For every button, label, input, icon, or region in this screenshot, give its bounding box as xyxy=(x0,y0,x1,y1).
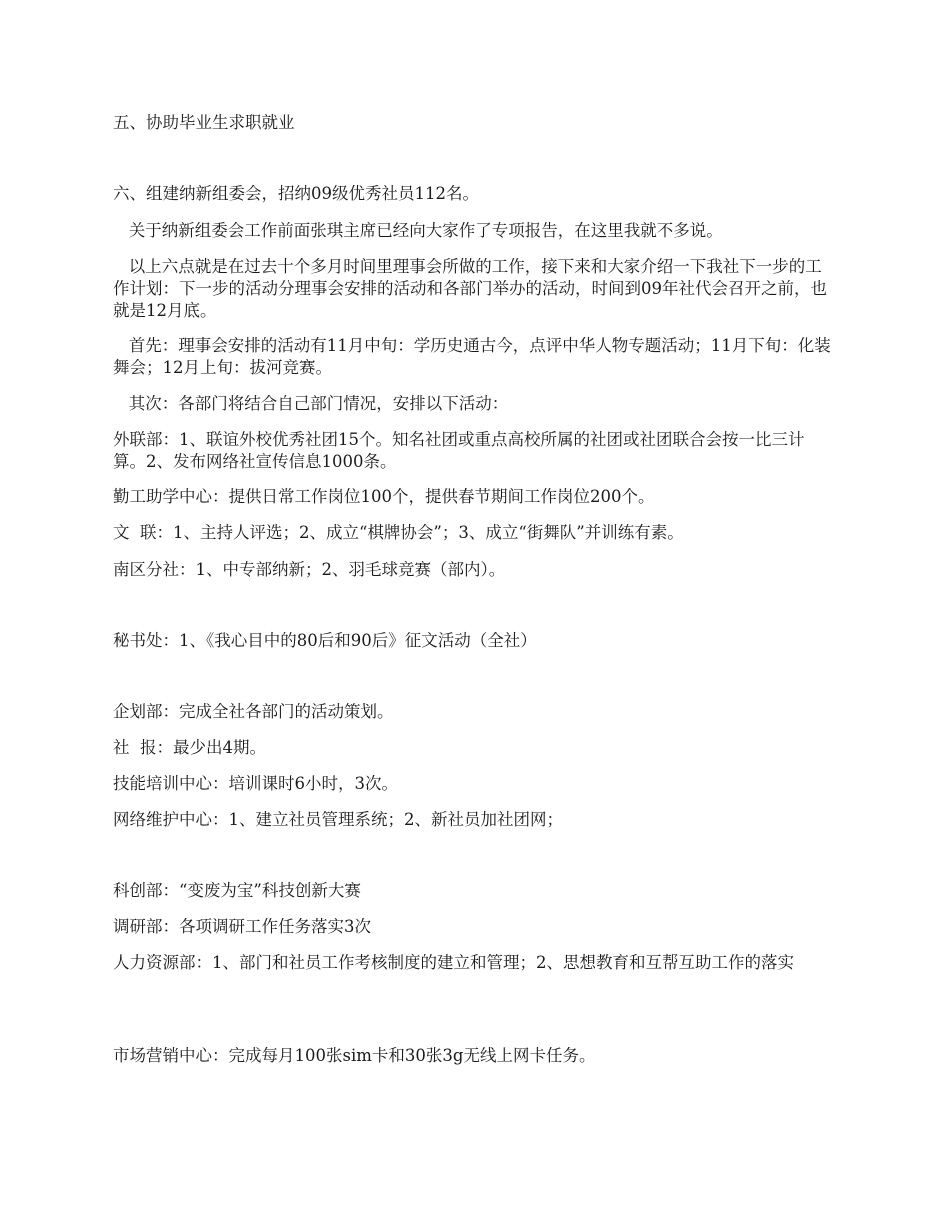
paragraph-arts-union: 文 联：1、主持人评选；2、成立“棋牌协会”；3、成立“街舞队”并训练有素。 xyxy=(113,523,684,542)
paragraph-secretariat: 秘书处：1、《我心目中的80后和90后》征文活动（全社） xyxy=(113,631,537,650)
section-heading-five: 五、协助毕业生求职就业 xyxy=(113,113,295,132)
paragraph-department-intro: 其次：各部门将结合自己部门情况，安排以下活动： xyxy=(113,394,509,413)
paragraph-planning-dept: 企划部：完成全社各部门的活动策划。 xyxy=(113,702,394,721)
paragraph-council-activities: 首先：理事会安排的活动有11月中旬：学历史通古今，点评中华人物专题活动；11月下旬：化装舞会；12月上旬：拔河竞赛。 xyxy=(113,336,831,377)
paragraph-innovation-dept: 科创部：“变废为宝”科技创新大赛 xyxy=(113,881,361,900)
paragraph-marketing-center: 市场营销中心：完成每月100张sim卡和30张3g无线上网卡任务。 xyxy=(113,1046,596,1065)
paragraph-external-relations: 外联部：1、联谊外校优秀社团15个。知名社团或重点高校所属的社团或社团联合会按一比三计算。2、发布网络社宣传信息1000条。 xyxy=(113,430,805,471)
paragraph-work-study-center: 勤工助学中心：提供日常工作岗位100个，提供春节期间工作岗位200个。 xyxy=(113,487,655,506)
paragraph-network-maintenance: 网络维护中心：1、建立社员管理系统；2、新社员加社团网； xyxy=(113,810,563,829)
paragraph-skills-training: 技能培训中心：培训课时6小时，3次。 xyxy=(113,774,398,793)
section-heading-six: 六、组建纳新组委会，招纳09级优秀社员112名。 xyxy=(113,184,479,203)
paragraph-research-dept: 调研部：各项调研工作任务落实3次 xyxy=(113,917,371,936)
paragraph-south-branch: 南区分社：1、中专部纳新；2、羽毛球竞赛（部内）。 xyxy=(113,560,506,579)
paragraph-recruitment-note: 关于纳新组委会工作前面张琪主席已经向大家作了专项报告，在这里我就不多说。 xyxy=(113,221,723,240)
paragraph-newspaper: 社 报：最少出4期。 xyxy=(113,738,266,757)
paragraph-hr-dept: 人力资源部：1、部门和社员工作考核制度的建立和管理；2、思想教育和互帮互助工作的落实 xyxy=(113,953,794,972)
paragraph-work-plan-intro: 以上六点就是在过去十个多月时间里理事会所做的工作，接下来和大家介绍一下我社下一步的工作计划：下一步的活动分理事会安排的活动和各部门举办的活动，时间到09年社代会召开之前，也就是12月底。 xyxy=(113,257,827,320)
